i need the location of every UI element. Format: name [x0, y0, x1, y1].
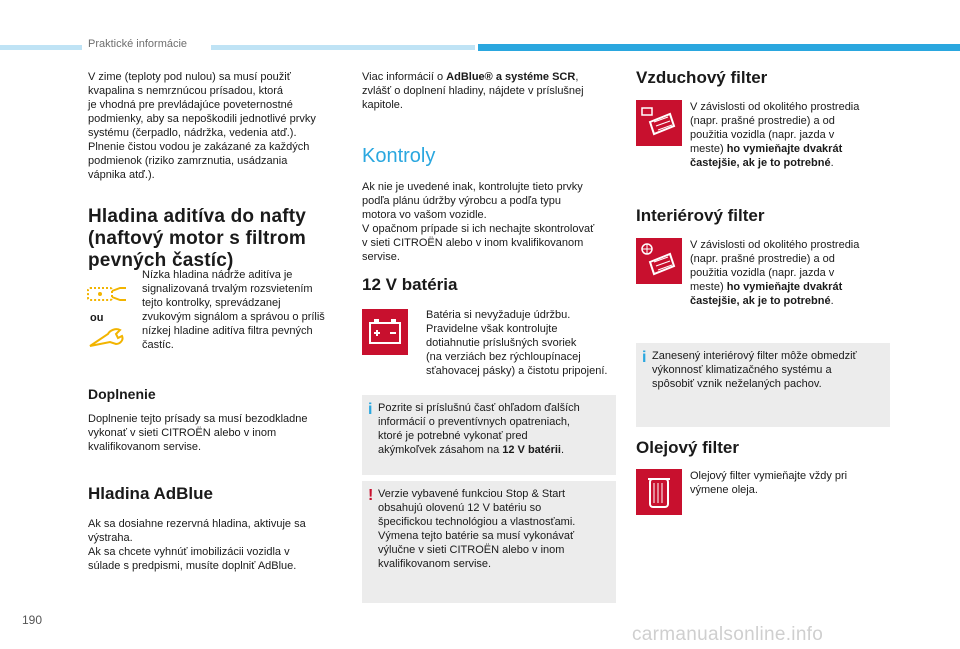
air-filter-text — [690, 100, 890, 170]
warning-icon: ! — [368, 487, 374, 504]
section-title: Praktické informácie — [88, 38, 188, 50]
adblue-more-post: , zvlášť o doplnení hladiny, nájdete v príslušnej kapitole. — [362, 71, 584, 111]
battery-info-text — [378, 401, 608, 457]
heading-battery: 12 V batéria — [362, 275, 458, 294]
adblue-more-pre: Viac informácií o — [362, 71, 447, 83]
page-header — [0, 0, 960, 56]
cabin-filter-post: . — [830, 295, 834, 307]
air-filter-post: . — [830, 157, 834, 169]
info-icon: i — [642, 349, 647, 366]
stop-start-warning-text: Verzie vybavené funkciou Stop & Start obsahujú olovenú 12 V batériu so špecifickou technológiou a vlastnosťami. Výmena tejto batérie sa musí vykonávať výlučne v sieti CITROËN alebo v inom kvalifikovanom servise. — [378, 488, 576, 570]
adblue-more-info — [362, 70, 618, 112]
battery-info-note — [362, 395, 616, 475]
page-number: 190 — [22, 613, 43, 627]
heading-oil-filter: Olejový filter — [636, 438, 739, 457]
battery-info-bold: 12 V batérii — [502, 444, 561, 456]
battery-info-post: . — [560, 444, 565, 456]
heading-additive-level: Hladina aditíva do nafty (naftový motor s filtrom pevných častíc) — [88, 206, 307, 271]
heading-checks: Kontroly — [362, 145, 436, 167]
adblue-more-bold: AdBlue® a systéme SCR — [446, 71, 576, 83]
additive-warning-icon-amber — [86, 282, 128, 306]
battery-info-pre: Pozrite si príslušnú časť ohľadom ďalších informácií o preventívnych opatreniach, ktoré je potrebné vykonať pred akýmkoľvek zásahom na — [378, 402, 580, 456]
battery-text: Batéria si nevyžaduje údržbu. Pravidelne však kontrolujte dotiahnutie príslušných svoriek (na verziách bez rýchloupínacej sťahovacej pásky) a čistotu pripojení. — [426, 309, 608, 377]
heading-cabin-filter: Interiérový filter — [636, 206, 765, 225]
cabin-filter-bold: ho vymieňajte dvakrát častejšie, ak je to potrebné — [690, 281, 843, 307]
additive-text: Nízka hladina nádrže aditíva je signalizovaná trvalým rozsvietením tejto kontrolky, sprevádzanej zvukovým signálom a správou o príliš nízkej hladine aditíva filtra pevných častíc. — [142, 269, 325, 351]
stop-start-warning-note — [362, 481, 616, 603]
header-bar-accent — [478, 44, 960, 51]
heading-adblue-level: Hladina AdBlue — [88, 484, 213, 503]
air-filter-bold: ho vymieňajte dvakrát častejšie, ak je to potrebné — [690, 143, 843, 169]
or-label: ou — [90, 312, 104, 324]
info-icon: i — [368, 401, 373, 418]
adblue-text: Ak sa dosiahne rezervná hladina, aktivuje sa výstraha. Ak sa chcete vyhnúť imobilizácii vozidla v súlade s predpismi, musíte doplniť AdBlue. — [88, 518, 306, 572]
heading-air-filter: Vzduchový filter — [636, 68, 768, 87]
air-filter-icon — [636, 100, 682, 146]
cabin-filter-icon — [636, 238, 682, 284]
cabin-filter-note-text: Zanesený interiérový filter môže obmedziť výkonnosť klimatizačného systému a spôsobiť vznik neželaných pachov. — [652, 350, 857, 390]
service-wrench-icon-amber — [86, 326, 128, 350]
cabin-filter-pre: V závislosti od okolitého prostredia (napr. prašné prostredie) a od použitia vozidla (napr. jazda v meste) — [690, 239, 860, 293]
watermark: carmanualsonline.info — [632, 624, 824, 645]
checks-text: Ak nie je uvedené inak, kontrolujte tieto prvky podľa plánu údržby výrobcu a podľa typu motora vo vašom vozidle. V opačnom prípade si ich nechajte skontrolovať v sieti CITROËN alebo v inom kvalifikovanom servise. — [362, 181, 595, 263]
header-bar-left — [0, 45, 82, 50]
oil-filter-text: Olejový filter vymieňajte vždy pri výmene oleja. — [690, 470, 848, 496]
header-bar-middle — [211, 45, 475, 50]
air-filter-pre: V závislosti od okolitého prostredia (napr. prašné prostredie) a od použitia vozidla (napr. jazda v meste) — [690, 101, 860, 155]
oil-filter-icon — [636, 469, 682, 515]
cabin-filter-note — [636, 343, 890, 427]
antifreeze-paragraph: V zime (teploty pod nulou) sa musí použiť kvapalina s nemrznúcou prísadou, ktorá je vhodná pre prevládajúce poveternostné podmienky, aby sa nepoškodili jednotlivé prvky systému (čerpadlo, nádržka, vedenia atď.). Plnenie čistou vodou je zakázané za každých podmienok (riziko zamrznutia, usádzania vápnika atď.). — [88, 71, 316, 181]
battery-icon — [362, 309, 408, 355]
heading-refill: Doplnenie — [88, 386, 156, 402]
cabin-filter-text — [690, 238, 890, 308]
refill-text: Doplnenie tejto prísady sa musí bezodkladne vykonať v sieti CITROËN alebo v inom kvalifikovanom servise. — [88, 413, 308, 453]
